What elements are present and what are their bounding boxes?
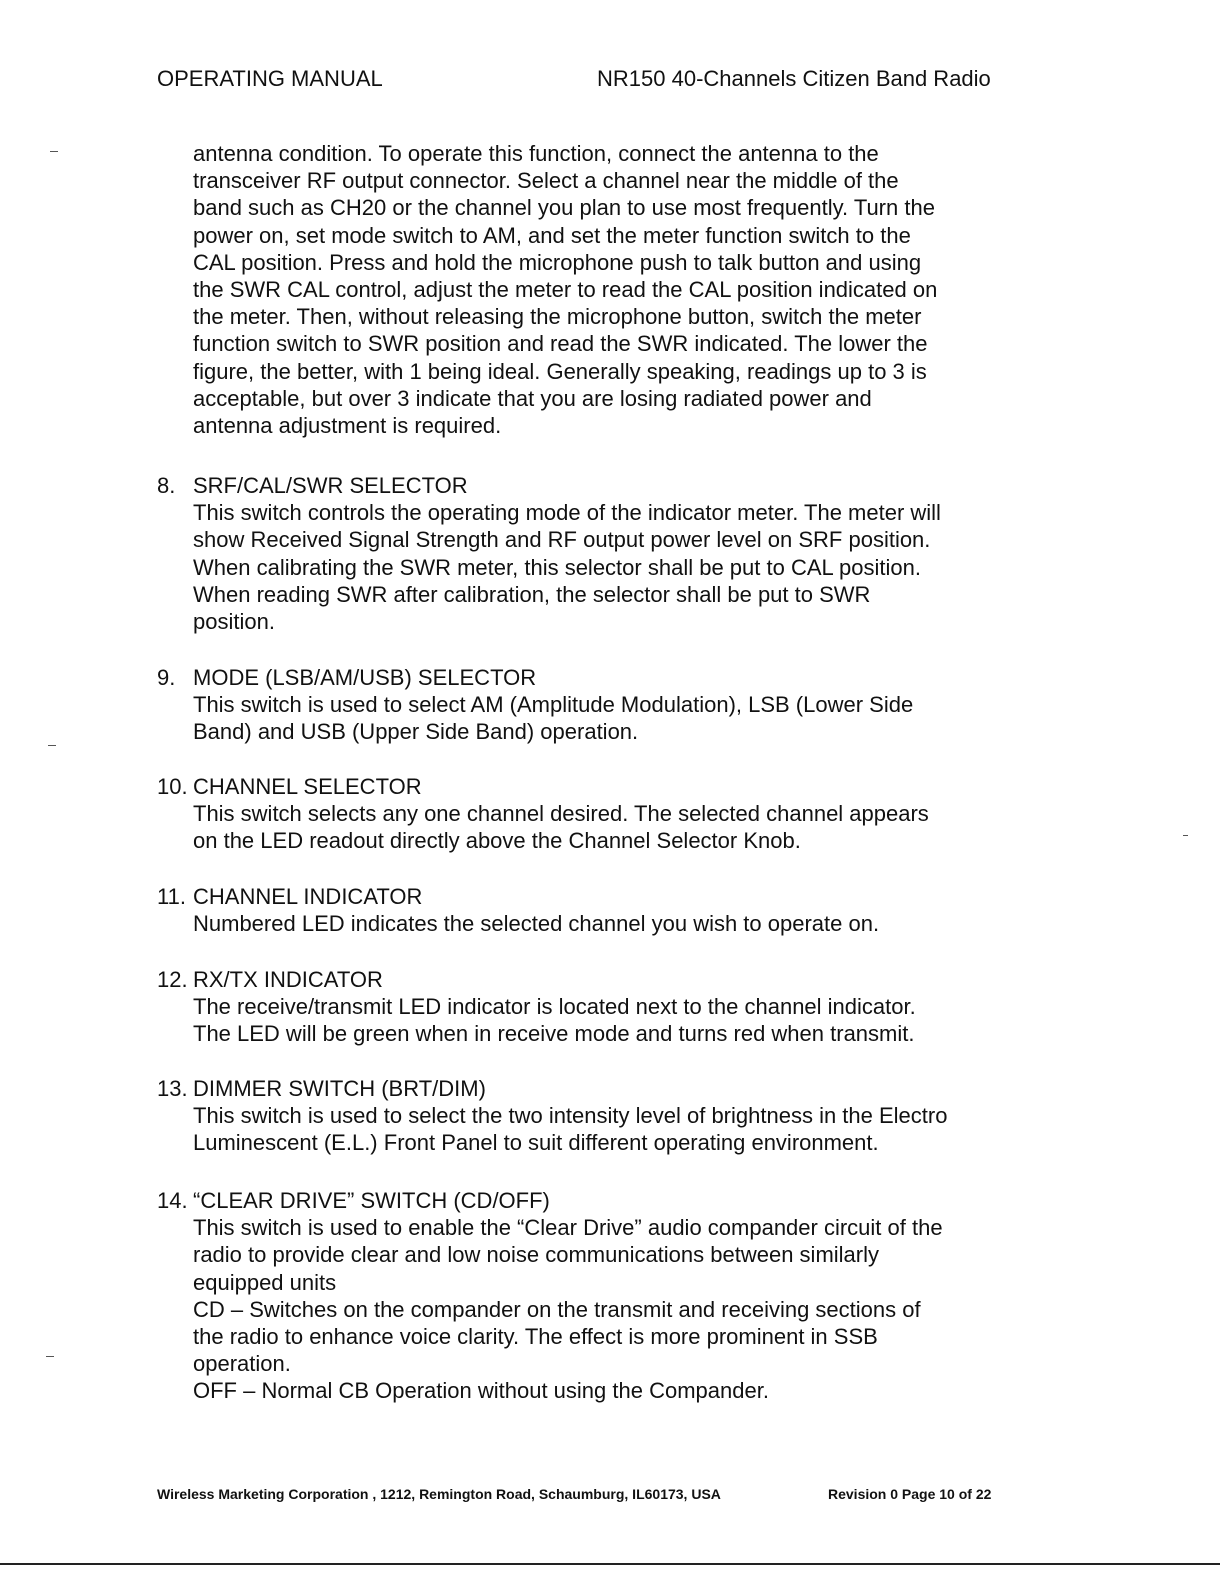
item-description <box>193 910 1027 937</box>
item-description <box>193 1102 1027 1156</box>
intro-line: band such as CH20 or the channel you plan to use most frequently. Turn the <box>193 195 935 221</box>
item-title: CHANNEL INDICATOR <box>193 884 423 909</box>
item-title: MODE (LSB/AM/USB) SELECTOR <box>193 665 537 690</box>
item-line: position. <box>193 609 275 635</box>
item-line: When calibrating the SWR meter, this selector shall be put to CAL position. <box>193 554 921 580</box>
intro-line: the SWR CAL control, adjust the meter to read the CAL position indicated on <box>193 277 938 303</box>
item-title: SRF/CAL/SWR SELECTOR <box>193 473 468 498</box>
item-description <box>193 499 1027 635</box>
item-line: This switch controls the operating mode of the indicator meter. The meter will <box>193 500 941 526</box>
page-header-right: NR150 40-Channels Citizen Band Radio <box>597 66 991 91</box>
item-number: 8. <box>157 473 176 498</box>
intro-line: transceiver RF output connector. Select a channel near the middle of the <box>193 168 899 194</box>
item-description <box>193 993 1027 1047</box>
item-number: 13. <box>157 1076 188 1101</box>
item-number: 14. <box>157 1188 188 1213</box>
item-line: The receive/transmit LED indicator is located next to the channel indicator. <box>193 994 916 1020</box>
item-line: equipped units <box>193 1269 337 1295</box>
item-line: show Received Signal Strength and RF output power level on SRF position. <box>193 527 931 553</box>
item-number: 11. <box>157 884 186 909</box>
item-number: 12. <box>157 967 188 992</box>
intro-paragraph <box>193 140 1023 439</box>
item-description <box>193 691 1027 745</box>
item-line: operation. <box>193 1351 291 1377</box>
page-header-left: OPERATING MANUAL <box>157 66 383 91</box>
item-number: 9. <box>157 665 176 690</box>
item-line: CD – Switches on the compander on the transmit and receiving sections of <box>193 1296 921 1322</box>
scan-speck <box>50 151 58 152</box>
list-item-10 <box>157 773 1027 855</box>
intro-line: antenna adjustment is required. <box>193 413 502 439</box>
item-line: Luminescent (E.L.) Front Panel to suit different operating environment. <box>193 1130 879 1156</box>
item-line: radio to provide clear and low noise communications between similarly <box>193 1242 879 1268</box>
intro-line: acceptable, but over 3 indicate that you are losing radiated power and <box>193 385 872 411</box>
item-line: Band) and USB (Upper Side Band) operation. <box>193 719 639 745</box>
item-line: This switch is used to select AM (Amplitude Modulation), LSB (Lower Side <box>193 692 914 718</box>
item-number: 10. <box>157 774 188 799</box>
list-item-8 <box>157 472 1027 635</box>
item-line: OFF – Normal CB Operation without using the Compander. <box>193 1378 769 1404</box>
scan-speck <box>48 745 56 746</box>
list-item-9 <box>157 664 1027 746</box>
item-title: CHANNEL SELECTOR <box>193 774 422 799</box>
item-description <box>193 800 1027 854</box>
intro-line: function switch to SWR position and read the SWR indicated. The lower the <box>193 331 928 357</box>
scan-speck <box>46 1356 54 1357</box>
footer-page-number: Revision 0 Page 10 of 22 <box>828 1486 992 1502</box>
intro-line: power on, set mode switch to AM, and set the meter function switch to the <box>193 222 911 248</box>
list-item-14 <box>157 1187 1027 1405</box>
intro-line: antenna condition. To operate this function, connect the antenna to the <box>193 141 879 166</box>
item-line: When reading SWR after calibration, the selector shall be put to SWR <box>193 581 871 607</box>
item-line: This switch is used to select the two intensity level of brightness in the Electro <box>193 1103 948 1129</box>
footer-address: Wireless Marketing Corporation , 1212, Remington Road, Schaumburg, IL60173, USA <box>157 1486 721 1502</box>
item-description <box>193 1214 1027 1404</box>
list-item-11 <box>157 883 1027 937</box>
item-title: DIMMER SWITCH (BRT/DIM) <box>193 1076 486 1101</box>
item-line: The LED will be green when in receive mode and turns red when transmit. <box>193 1021 915 1047</box>
item-line: This switch is used to enable the “Clear Drive” audio compander circuit of the <box>193 1215 943 1241</box>
item-title: “CLEAR DRIVE” SWITCH (CD/OFF) <box>193 1188 550 1213</box>
intro-line: CAL position. Press and hold the microphone push to talk button and using <box>193 249 922 275</box>
item-line: Numbered LED indicates the selected channel you wish to operate on. <box>193 911 880 937</box>
item-title: RX/TX INDICATOR <box>193 967 383 992</box>
item-line: on the LED readout directly above the Channel Selector Knob. <box>193 828 801 854</box>
list-item-12 <box>157 966 1027 1048</box>
bottom-rule <box>0 1563 1220 1565</box>
item-line: the radio to enhance voice clarity. The effect is more prominent in SSB <box>193 1324 878 1350</box>
item-line: This switch selects any one channel desired. The selected channel appears <box>193 801 929 827</box>
intro-line: figure, the better, with 1 being ideal. Generally speaking, readings up to 3 is <box>193 358 927 384</box>
list-item-13 <box>157 1075 1027 1157</box>
intro-line: the meter. Then, without releasing the microphone button, switch the meter <box>193 304 922 330</box>
scan-speck <box>1183 835 1188 836</box>
